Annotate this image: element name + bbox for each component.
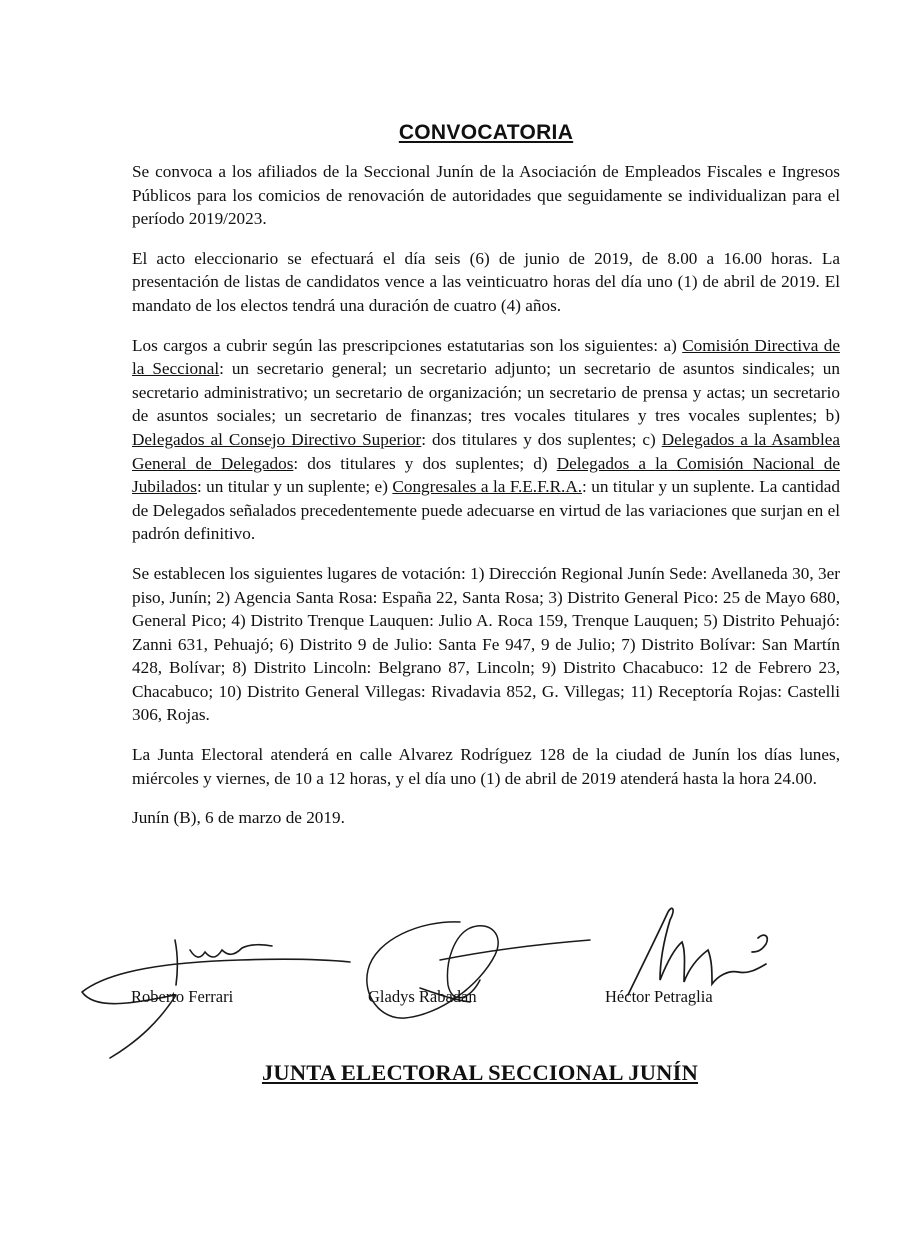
positions-text-5: : un titular y un suplente; e) (196, 477, 393, 497)
footer-heading: JUNTA ELECTORAL SECCIONAL JUNÍN (261, 1060, 699, 1085)
document-title: CONVOCATORIA (398, 121, 574, 144)
document-body (132, 160, 840, 846)
positions-text-2: : un secretario general; un secretario adjunto; un secretario de asuntos sindicales; un secretario administrativo; un secretario de organización; un secretario de prensa y actas; un secretario de asuntos sociales; un secretario de finanzas; tres vocales titulares y tres vocales suplentes; b) (132, 359, 840, 426)
positions-heading-jubilados: Delegados a la Comisión Nacional de Jubilados (132, 453, 840, 497)
signatures-block (0, 900, 916, 1060)
paragraph-positions (132, 334, 840, 546)
paragraph-election-date: El acto eleccionario se efectuará el día seis (6) de junio de 2019, de 8.00 a 16.00 horas. La presentación de listas de candidatos vence a las veinticuatro horas del día uno (1) de abril de 2019. El mandato de los electos tendrá una duración de cuatro (4) años. (132, 248, 840, 315)
positions-heading-asamblea: Delegados a la Asamblea General de Delegados (132, 429, 840, 473)
positions-text-3: : dos titulares y dos suplentes; c) (421, 429, 662, 449)
positions-text-1: Los cargos a cubrir según las prescripciones estatutarias son los siguientes: a) (132, 335, 683, 355)
positions-text-4: : dos titulares y dos suplentes; d) (293, 453, 557, 473)
signature-petraglia (628, 908, 767, 995)
positions-heading-fefra: Congresales a la F.E.F.R.A. (392, 477, 583, 497)
date-line: Junín (B), 6 de marzo de 2019. (132, 808, 345, 828)
positions-text-6: : un titular y un suplente. La cantidad de Delegados señalados precedentemente puede adecuarse en virtud de las variaciones que surjan en el padrón definitivo. (132, 477, 841, 544)
paragraph-voting-places: Se establecen los siguientes lugares de votación: 1) Dirección Regional Junín Sede: Avellaneda 30, 3er piso, Junín; 2) Agencia Santa Rosa: España 22, Santa Rosa; 3) Distrito General Pico: 25 de Mayo 680, General Pico; 4) Distrito Trenque Lauquen: Julio A. Roca 159, Trenque Lauquen; 5) Distrito Pehuajó: Zanni 631, Pehuajó; 6) Distrito 9 de Julio: Santa Fe 947, 9 de Julio; 7) Distrito Bolívar: San Martín 428, Bolívar; 8) Distrito Lincoln: Belgrano 87, Lincoln; 9) Distrito Chacabuco: 12 de Febrero 23, Chacabuco; 10) Distrito General Villegas: Rivadavia 852, G. Villegas; 11) Receptoría Rojas: Castelli 306, Rojas. (132, 563, 840, 725)
signatory-rabadan: Gladys Rabadán (368, 987, 477, 1006)
paragraph-office-hours: La Junta Electoral atenderá en calle Alvarez Rodríguez 128 de la ciudad de Junín los días lunes, miércoles y viernes, de 10 a 12 horas, y el día uno (1) de abril de 2019 atenderá hasta la hora 24.00. (132, 745, 840, 788)
positions-heading-consejo: Delegados al Consejo Directivo Superior (132, 429, 422, 449)
paragraph-convocation: Se convoca a los afiliados de la Seccional Junín de la Asociación de Empleados Fiscales e Ingresos Públicos para los comicios de renovación de autoridades que seguidamente se individualizan para el período 2019/2023. (132, 162, 840, 229)
signatory-petraglia: Héctor Petraglia (605, 987, 713, 1006)
handwritten-signatures (0, 900, 916, 1060)
positions-heading-comision: Comisión Directiva de la Seccional (132, 335, 840, 379)
signatory-ferrari: Roberto Ferrari (131, 987, 234, 1006)
